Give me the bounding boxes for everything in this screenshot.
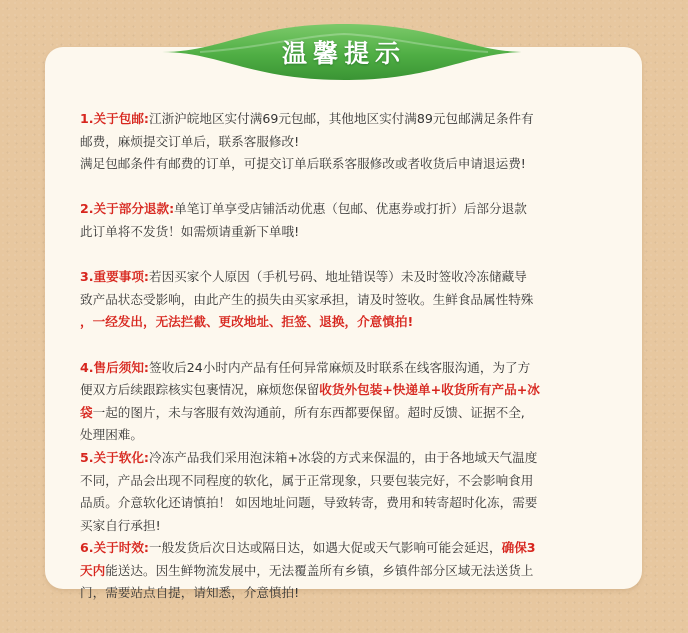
section-partial-refund	[80, 198, 620, 243]
title-banner	[160, 18, 528, 84]
section-emphasis: 天内	[80, 562, 106, 578]
section-emphasis: 袋	[80, 404, 93, 420]
notice-content	[80, 108, 620, 605]
section-text: 此订单将不发货！如需烦请重新下单哦!	[80, 223, 300, 239]
section-emphasis: 收货外包装+快递单+收货所有产品+冰	[319, 382, 540, 398]
section-after-sales	[80, 357, 620, 447]
section-text: 一般发货后次日达或隔日达，如遇大促或天气影响可能会延迟，	[148, 540, 502, 556]
section-text: 单笔订单享受店铺活动优惠（包邮、优惠券或打折）后部分退款	[174, 201, 527, 217]
section-heading: 6.关于时效:	[80, 540, 149, 556]
section-text: 一起的图片，未与客服有效沟通前，所有东西都要保留。超时反馈、证据不全,	[92, 404, 525, 420]
section-text: 签收后24小时内产品有任何异常麻烦及时联系在线客服沟通，为了方	[148, 359, 531, 375]
section-text: 能送达。因生鲜物流发展中，无法覆盖所有乡镇，乡镇件部分区域无法送货上	[105, 562, 534, 578]
section-text: 江浙沪皖地区实付满69元包邮，其他地区实付满89元包邮满足条件有	[148, 111, 534, 126]
section-text: 冷冻产品我们采用泡沫箱+冰袋的方式来保温的，由于各地域天气温度	[148, 449, 538, 465]
section-text: 邮费，麻烦提交订单后，联系客服修改!	[80, 133, 300, 149]
section-timeliness	[80, 537, 620, 605]
section-text: 买家自行承担!	[80, 517, 161, 533]
section-heading: 3.重要事项:	[80, 269, 149, 285]
section-heading: 1.关于包邮:	[80, 111, 149, 126]
section-text: 致产品状态受影响，由此产生的损失由买家承担，请及时签收。生鲜食品属性特殊	[80, 291, 534, 307]
section-heading: 2.关于部分退款:	[80, 201, 175, 217]
section-text: 便双方后续跟踪核实包裹情况，麻烦您保留	[80, 382, 320, 398]
section-text: 若因买家个人原因（手机号码、地址错误等）未及时签收冷冻储藏导	[148, 269, 527, 285]
page-title: 温馨提示	[281, 39, 406, 68]
section-shipping	[80, 108, 620, 176]
section-softening	[80, 447, 620, 537]
section-heading: 5.关于软化:	[80, 449, 149, 465]
section-emphasis: ，一经发出，无法拦截、更改地址、拒签、退换，介意慎拍!	[80, 314, 414, 330]
section-text: 品质。介意软化还请慎拍！ 如因地址问题，导致转寄，费用和转寄超时化冻，需要	[80, 495, 538, 511]
section-heading: 4.售后须知:	[80, 359, 149, 375]
section-text: 不同，产品会出现不同程度的软化，属于正常现象，只要包装完好，不会影响食用	[80, 472, 534, 488]
section-text: 门，需要站点自提，请知悉，介意慎拍!	[80, 585, 300, 601]
section-text: 满足包邮条件有邮费的订单，可提交订单后联系客服修改或者收货后申请退运费!	[80, 156, 526, 172]
section-important	[80, 266, 620, 334]
section-text: 处理困难。	[80, 427, 143, 443]
section-emphasis: 确保3	[501, 540, 536, 556]
